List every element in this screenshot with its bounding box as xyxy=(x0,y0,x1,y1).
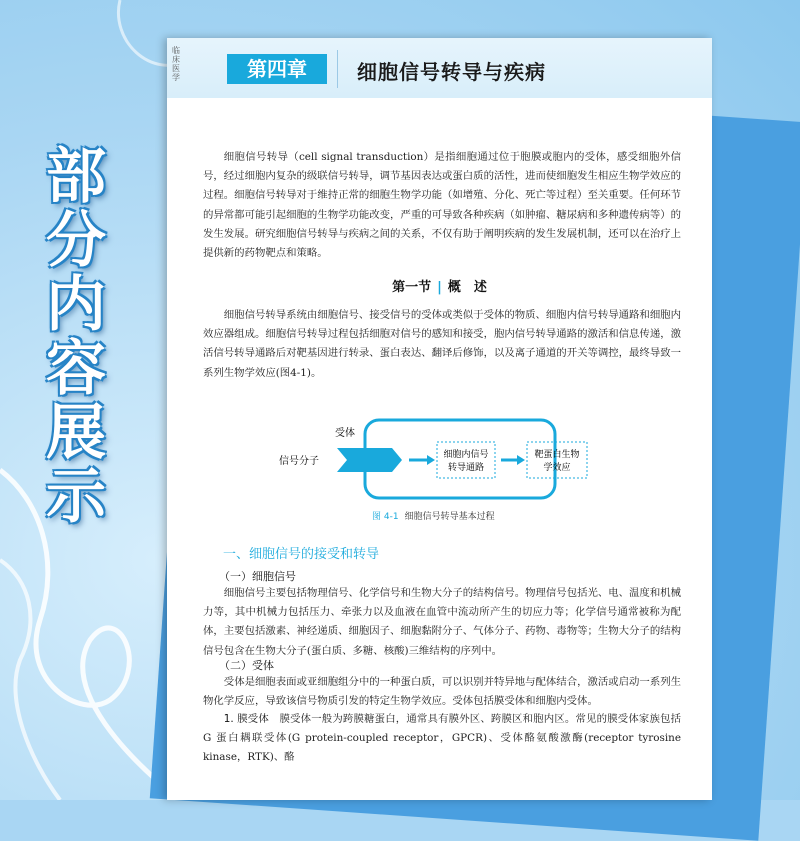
chapter-title: 细胞信号转导与疾病 xyxy=(357,60,546,84)
effect-label-1: 靶蛋白生物 xyxy=(534,450,580,460)
signal-paragraph: 细胞信号主要包括物理信号、化学信号和生物大分子的结构信号。物理信号包括光、电、温度和机械力等，其中机械力包括压力、牵张力以及血液在血管中流动所产生的切应力等；化学信号通常被称为配体，主要包括激素、神经递质、细胞因子、细胞黏附分子、气体分子、药物、毒物等；生物大分子的结构信号包含在生物大分子(蛋白质、多糖、核酸)三维结构的序列中。 xyxy=(203,587,681,657)
figure-number: 图 4-1 xyxy=(372,512,399,522)
effect-label-2: 学效应 xyxy=(543,463,571,473)
side-title: 部分内容展示 xyxy=(46,142,106,532)
figure-caption-text: 细胞信号转导基本过程 xyxy=(404,512,495,522)
section-name: 概 述 xyxy=(447,280,487,295)
intro-paragraph: 细胞信号转导（cell signal transduction）是指细胞通过位于胞膜或胞内的受体，感受细胞外信号，经过细胞内复杂的级联信号转导，调节基因表达或蛋白质的活性，进而使细胞发生相应生物学效应的过程。细胞信号转导对于维持正常的细胞生物学功能（如增殖、分化、死亡等过程）至关重要。任何环节的异常都可能引起细胞的生物学功能改变，严重的可导致各种疾病（如肿瘤、糖尿病和多种遗传病等）的发生发展。研究细胞信号转导与疾病之间的关系，不仅有助于阐明疾病的发生发展机制，还可以在治疗上提供新的药物靶点和策略。 xyxy=(203,151,681,260)
chapter-divider xyxy=(337,50,338,88)
heading-1: 一、细胞信号的接受和转导 xyxy=(223,547,380,562)
arrow-1-head xyxy=(427,455,435,465)
section-paragraph: 细胞信号转导系统由细胞信号、接受信号的受体或类似于受体的物质、细胞内信号转导通路和细胞内效应器组成。细胞信号转导过程包括细胞对信号的感知和接受，胞内信号转导通路的激活和信息传递，激活信号转导通路后对靶基因进行转录、蛋白表达、翻译后修饰，以及离子通道的开关等调控，最终导致一系列生物学效应(图4-1)。 xyxy=(203,309,681,379)
receptor-paragraph: 受体是细胞表面或亚细胞组分中的一种蛋白质，可以识别并特异地与配体结合，激活或启动一系列生物化学反应，导致该信号物质引发的特定生物学效应。受体包括膜受体和细胞内受体。 xyxy=(203,676,681,708)
subheading-receptor: （二）受体 xyxy=(219,659,274,672)
pathway-label-1: 细胞内信号 xyxy=(443,450,489,460)
figure-4-1 xyxy=(277,410,597,500)
subheading-signal: （一）细胞信号 xyxy=(219,570,296,583)
chapter-label: 第四章 xyxy=(227,54,327,84)
section-label: 第一节 xyxy=(392,280,432,295)
section-title xyxy=(167,276,712,295)
pathway-label-2: 转导通路 xyxy=(447,463,485,473)
receptor-label: 受体 xyxy=(335,428,355,439)
membrane-receptor-paragraph xyxy=(203,710,681,768)
arrow-2-head xyxy=(517,455,525,465)
figure-caption xyxy=(372,509,495,522)
membrane-receptor-label: 1. 膜受体 xyxy=(223,713,269,725)
spine-text: 临床医学 xyxy=(172,46,180,82)
book-page xyxy=(167,38,712,800)
section-divider: | xyxy=(437,280,442,295)
signal-label: 信号分子 xyxy=(279,456,319,467)
membrane-receptor-text: 膜受体一般为跨膜糖蛋白，通常具有膜外区、跨膜区和胞内区。常见的膜受体家族包括 G 蛋白耦联受体(G protein-coupled receptor，GPCR)、受体酪氨酸激酶(receptor tyrosine kinase，RTK)、酪 xyxy=(203,713,682,764)
